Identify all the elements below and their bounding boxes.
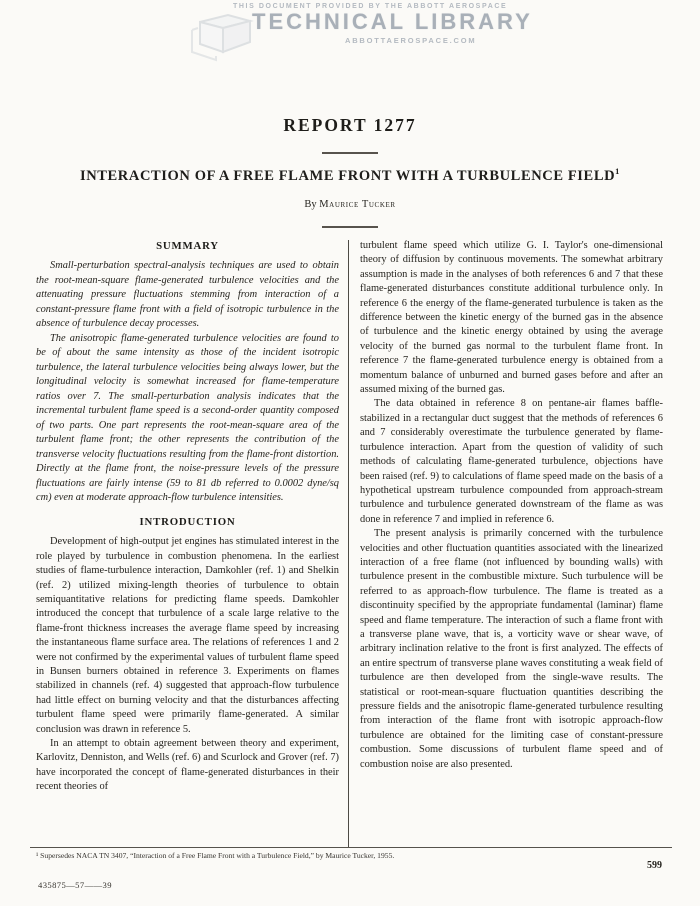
report-number: REPORT 1277	[283, 115, 417, 135]
body-paragraph: The data obtained in reference 8 on pentane-air flames baffle-stabilized in a rectangular duct suggest that the methods of references 6 and 7 considerably overestimate the turbulence generated by flame-turbulence interaction. Apart from the question of validity of such methods of calculating flame-generated turbulence, objections have been raised (ref. 9) to calculations of flame speed made on the basis of a hypothetical upstream turbulence compounded from approach-stream turbulence and turbulence generated downstream of the flame as was done in reference 7 and implied in reference 6.	[360, 398, 663, 525]
footnote-text: ¹ Supersedes NACA TN 3407, “Interaction of a Free Flame Front with a Turbulence Field,” by Maurice Tucker, 1955.	[36, 851, 395, 860]
summary-paragraph: The anisotropic flame-generated turbulence velocities are found to be of about the same intensity as those of the incident isotropic turbulence, the lateral turbulence velocities being always lower, but the longitudinal velocity is somewhat increased for flame-temperature ratios over 7. The small-perturbation analysis indicates that the incremental turbulent flame speed is a second-order quantity composed of two parts. One part represents the root-mean-square area of the turbulent flame front; the other represents the contribution of the transverse velocity fluctuations resulting from the flame-front distortion. Directly at the flame front, the noise-pressure levels of the pressure fluctuations are fairly intense (59 to 81 db referred to 0.0002 dyne/sq cm) even at moderate approach-flow turbulence intensities.	[36, 332, 339, 504]
watermark-library-name: TECHNICAL LIBRARY	[252, 9, 533, 34]
page-title-text: INTERACTION OF A FREE FLAME FRONT WITH A TURBULENCE FIELD	[79, 167, 616, 184]
title-footnote-marker: 1	[615, 166, 621, 176]
introduction-heading: INTRODUCTION	[139, 515, 236, 528]
page-number: 599	[647, 860, 662, 871]
introduction-paragraph: Development of high-output jet engines has stimulated interest in the role played by turbulence in combustion phenomena. In the earliest studies of flame-turbulence interaction, Damkohler (ref. 1) and Shelkin (ref. 2) utilized mixing-length theories of turbulence to obtain semiquantitative relations for predicting flame speeds. Damkohler introduced the concept that turbulence of a scale large relative to the flame-front thickness increases the average flame speed by increasing the instantaneous flame surface area. The relations of references 1 and 2 were not confirmed by the experimental values of turbulent flame speed in Bunsen burners obtained in reference 3. Experiments on flames stabilized in channels (ref. 4) suggested that approach-flow turbulence had little effect on burning velocity and that the disturbances affecting turbulent flame speed were primarily flame-generated. A similar conclusion was drawn in reference 5.	[36, 536, 339, 735]
left-column	[36, 239, 339, 795]
page-title	[0, 166, 700, 185]
author-name: Maurice Tucker	[319, 199, 396, 210]
body-paragraph: The present analysis is primarily concerned with the turbulence velocities and other fluctuation quantities associated with the linearized interaction of a free flame (not influenced by bounding walls) with turbulence present in the combustible mixture. Such turbulence will be referred to as approach-flow turbulence. The flame is treated as a discontinuity specified by the appropriate fundamental (laminar) flame speed and flame temperature. The interaction of such a flame front with a transverse plane wave, that is, a vorticity wave or shear wave, of arbitrary inclination relative to the front is first analyzed. The effects of an entire spectrum of transverse plane waves constituting a weak field of turbulence are then developed from the single-wave results. The statistical or root-mean-square fluctuation quantities describing the pressure fields and the anisotropic flame-generated turbulence resulting from interaction of the flame front with isotropic approach-flow turbulence are obtained for the limiting case of constant-pressure combustion. Some discussions of turbulent flame speed and of combustion noise are also presented.	[360, 528, 663, 770]
byline	[0, 199, 700, 210]
column-divider	[348, 240, 349, 847]
abbott-cube-icon	[178, 6, 262, 64]
introduction-paragraph: In an attempt to obtain agreement between theory and experiment, Karlovitz, Denniston, and Wells (ref. 6) and Scurlock and Grover (ref. 7) have incorporated the concept of flame-generated disturbances in their recent theories of	[36, 738, 339, 793]
watermark-provider-line: THIS DOCUMENT PROVIDED BY THE ABBOTT AEROSPACE	[233, 3, 508, 10]
continuation-paragraph: turbulent flame speed which utilize G. I. Taylor's one-dimensional theory of diffusion by continuous movements. The somewhat arbitrary assumption is made in the analyses of both references 6 and 7 that these flame-generated disturbances constitute additional turbulence only. In reference 6 the energy of the flame-generated turbulence is taken as the difference between the kinetic energy of the burned gas in the absence of turbulence and the kinetic energy obtained by using the average velocity of the burned gas normal to the turbulent flame front. In reference 7 the flame-generated turbulence energy is obtained from a momentum balance of unburned and burned gases before and after an assumed mixing of the burned gas.	[360, 240, 663, 396]
watermark-url: ABBOTTAEROSPACE.COM	[345, 36, 477, 45]
summary-paragraph: Small-perturbation spectral-analysis techniques are used to obtain the root-mean-square flame-generated turbulence velocities and the attenuating pressure fluctuations stemming from interaction of a constant-pressure flame front with a field of isotropic turbulence in the absence of turbulence decay processes.	[36, 260, 339, 330]
print-code: 435875—57——39	[38, 880, 112, 890]
byline-rule	[322, 226, 378, 228]
right-column	[360, 239, 663, 772]
title-rule-top	[322, 152, 378, 154]
footnote-rule	[30, 847, 672, 848]
byline-prefix: By	[304, 199, 317, 210]
summary-heading: SUMMARY	[156, 240, 219, 252]
